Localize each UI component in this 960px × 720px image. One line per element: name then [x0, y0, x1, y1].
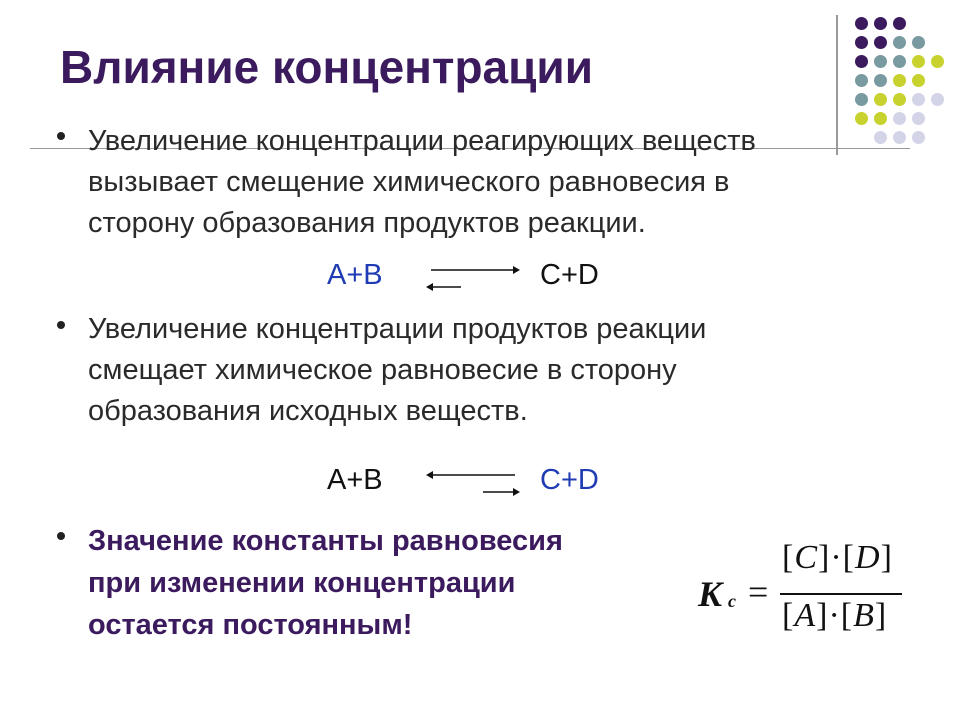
decor-dot	[893, 131, 906, 144]
bracket: [	[842, 539, 855, 576]
text-line: при изменении концентрации	[88, 567, 516, 599]
formula-numerator	[782, 539, 893, 577]
decor-dot	[855, 74, 868, 87]
decor-dot	[893, 74, 906, 87]
text-line: сторону образования продуктов реакции.	[88, 207, 646, 239]
decor-dot	[855, 17, 868, 30]
decor-dot	[874, 17, 887, 30]
text-line: Увеличение концентрации реагирующих веществ	[88, 125, 756, 157]
decor-dot	[912, 74, 925, 87]
bullet-1-text	[88, 121, 756, 244]
formula-dot: ·	[830, 539, 843, 576]
bracket: [	[840, 597, 854, 634]
decor-dot	[874, 74, 887, 87]
decor-dot	[874, 55, 887, 68]
formula-k-subscript: c	[728, 591, 736, 611]
decor-dot	[855, 112, 868, 125]
text-line: Значение константы равновесия	[88, 525, 563, 557]
decor-dot	[931, 55, 944, 68]
decor-vertical-rule	[836, 15, 838, 155]
decor-dot	[874, 93, 887, 106]
equation-1-products: C+D	[540, 259, 599, 291]
decor-dot	[893, 112, 906, 125]
decor-dot	[893, 17, 906, 30]
equilibrium-arrows-icon	[425, 262, 520, 296]
decor-dot	[855, 93, 868, 106]
equation-2-products: C+D	[540, 464, 599, 496]
formula-equals: =	[748, 572, 769, 612]
formula-k: K	[698, 574, 723, 614]
text-line: Увеличение концентрации продуктов реакции	[88, 313, 707, 345]
bracket: ]	[874, 597, 888, 634]
decor-dot	[893, 36, 906, 49]
formula-symbol: A	[794, 597, 817, 634]
bullet-2-text	[88, 309, 706, 432]
decor-dot	[912, 55, 925, 68]
decor-dot	[893, 93, 906, 106]
decor-dot	[893, 55, 906, 68]
text-line: остается постоянным!	[88, 609, 413, 641]
equilibrium-arrows-icon	[425, 467, 520, 501]
text-line: образования исходных веществ.	[88, 395, 528, 427]
fraction-bar	[780, 593, 902, 595]
equation-1-reactants: A+B	[327, 259, 383, 291]
bracket: ]	[880, 539, 893, 576]
decor-dot	[912, 131, 925, 144]
bullet-marker	[57, 132, 65, 140]
bracket: ]	[816, 597, 829, 634]
decor-dot	[874, 131, 887, 144]
decor-dot	[855, 55, 868, 68]
formula-symbol: B	[853, 597, 875, 634]
formula-symbol: D	[855, 539, 881, 576]
decor-dot	[874, 112, 887, 125]
formula-denominator	[782, 597, 887, 635]
bracket: [	[782, 597, 795, 634]
decor-dot	[912, 36, 925, 49]
text-line: вызывает смещение химического равновесия в	[88, 166, 730, 198]
formula-dot: ·	[828, 597, 841, 634]
equilibrium-constant-formula	[690, 535, 920, 645]
slide-title: Влияние концентрации	[60, 41, 593, 93]
bullet-marker	[57, 532, 65, 540]
decor-dot	[931, 93, 944, 106]
decor-dot	[874, 36, 887, 49]
decor-dot	[912, 112, 925, 125]
decor-dot	[855, 36, 868, 49]
bullet-3-text	[88, 520, 563, 646]
decor-dot	[912, 93, 925, 106]
formula-symbol: C	[794, 539, 819, 576]
bracket: [	[782, 539, 795, 576]
bullet-marker	[57, 321, 65, 329]
equation-2-reactants: A+B	[327, 464, 383, 496]
text-line: смещает химическое равновесие в сторону	[88, 354, 677, 386]
bracket: ]	[818, 539, 831, 576]
